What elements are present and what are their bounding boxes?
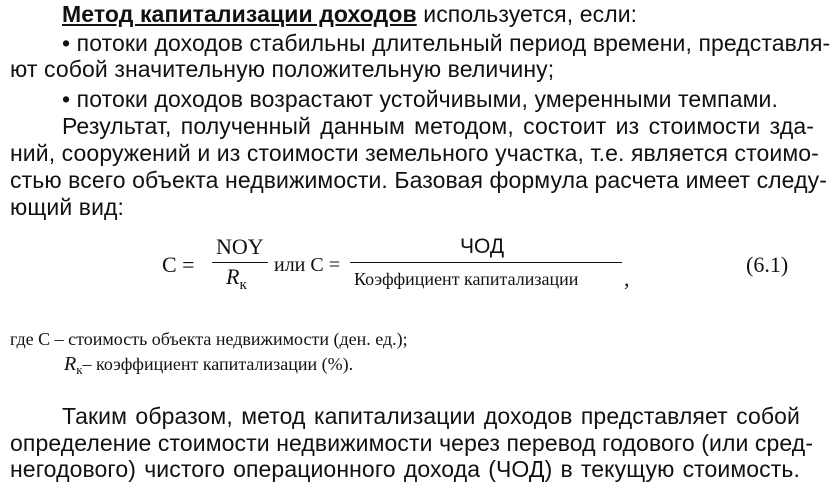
paragraph-1-line-3: стью всего объекта недвижимости. Базовая формула расчета имеет следу- [10,167,827,193]
formula-connector: или C = [274,254,341,276]
paragraph-1-line-4: ющий вид: [10,194,125,220]
legend-r-subscript: к [76,362,83,377]
intro-text: используется, если: [416,1,638,27]
formula-number: (6.1) [746,252,789,277]
paragraph-2-line-2: определение стоимости недвижимости через перевод годового (или сред- [10,430,814,456]
fraction-bar-1 [212,262,268,263]
intro-line [62,0,822,28]
r-subscript: к [239,277,247,293]
fraction-bar-2 [350,262,622,263]
paragraph-1-line-1: Результат, полученный данным методом, состоит из стоимости зда- [62,113,814,139]
legend-row-2 [64,353,353,377]
formula-numerator-1: NOY [216,234,264,259]
formula-lhs-1: C = [162,252,195,277]
bullet-2-line-1: • потоки доходов возрастают устойчивыми, умеренными темпами. [62,86,778,112]
paragraph-2-line-3: негодового) чистого операционного дохода (ЧОД) в текущую стоимость. [10,456,800,482]
formula-trail: , [624,266,630,291]
formula-denominator-1 [226,264,247,293]
paragraph-1-line-2: ний, сооружений и из стоимости земельного участка, т.е. является стоимо- [10,140,819,166]
legend-row-1: где C – стоимость объекта недвижимости (ден. ед.); [10,329,408,349]
formula-numerator-2: ЧОД [460,235,505,258]
paragraph-2-line-1: Таким образом, метод капитализации доходов представляет собой [62,403,800,429]
method-heading: Метод капитализации доходов [62,1,417,27]
r-symbol: R [226,264,240,289]
bullet-1-line-2: ют собой значительную положительную величину; [10,56,555,82]
formula-6-1 [0,228,831,298]
legend-r-symbol: R [64,353,77,375]
bullet-1-line-1: • потоки доходов стабильны длительный период времени, представля- [62,30,831,56]
legend-r-text: – коэффициент капитализации (%). [82,354,354,374]
formula-denominator-2: Коэффициент капитализации [354,269,579,289]
